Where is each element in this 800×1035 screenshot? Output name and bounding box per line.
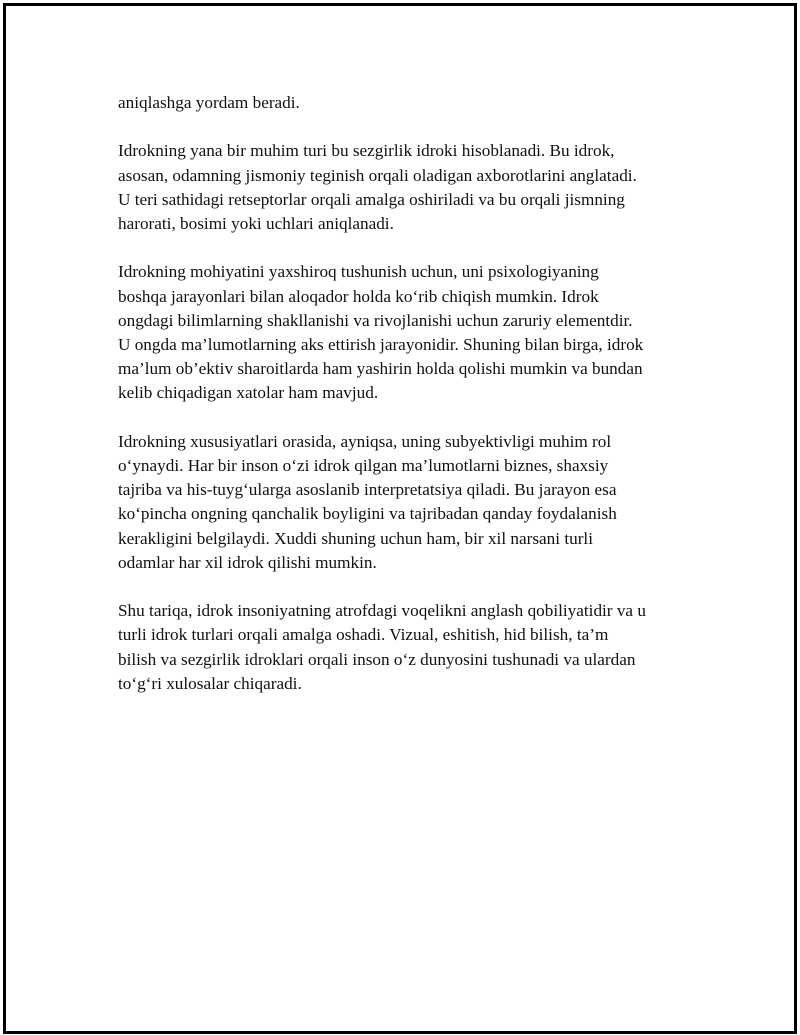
text-line: asosan, odamning jismoniy teginish orqali oladigan axborotlarini anglatadi. bbox=[118, 165, 637, 185]
text-line: Idrokning mohiyatini yaxshiroq tushunish uchun, uni psixologiyaning bbox=[118, 262, 599, 282]
paragraph-3 bbox=[118, 260, 718, 405]
paragraph-4 bbox=[118, 430, 718, 575]
text-line: U ongda ma’lumotlarning aks ettirish jarayonidir. Shuning bilan birga, idrok bbox=[118, 335, 644, 354]
text-line: turli idrok turlari orqali amalga oshadi. Vizual, eshitish, hid bilish, ta’m bbox=[118, 625, 609, 645]
text-line: odamlar har xil idrok qilishi mumkin. bbox=[118, 552, 377, 572]
text-line: ma’lum ob’ektiv sharoitlarda ham yashirin holda qolishi mumkin va bundan bbox=[118, 359, 643, 379]
text-line: ongdagi bilimlarning shakllanishi va rivojlanishi uchun zaruriy elementdir. bbox=[118, 310, 633, 330]
text-line: tajriba va his-tuyg‘ularga asoslanib interpretatsiya qiladi. Bu jarayon esa bbox=[118, 480, 617, 500]
text-line: aniqlashga yordam beradi. bbox=[118, 93, 300, 112]
text-line: U teri sathidagi retseptorlar orqali amalga oshiriladi va bu orqali jismning bbox=[118, 189, 625, 209]
document-body bbox=[118, 91, 718, 720]
text-line: Idrokning xususiyatlari orasida, ayniqsa, uning subyektivligi muhim rol bbox=[118, 431, 612, 451]
text-line: kerakligini belgilaydi. Xuddi shuning uchun ham, bir xil narsani turli bbox=[118, 528, 593, 548]
text-line: o‘ynaydi. Har bir inson o‘zi idrok qilgan ma’lumotlarni biznes, shaxsiy bbox=[118, 456, 609, 475]
text-line: Shu tariqa, idrok insoniyatning atrofdagi voqelikni anglash qobiliyatidir va u bbox=[118, 601, 646, 621]
text-line: kelib chiqadigan xatolar ham mavjud. bbox=[118, 383, 379, 403]
text-line: to‘g‘ri xulosalar chiqaradi. bbox=[118, 673, 302, 693]
text-line: Idrokning yana bir muhim turi bu sezgirlik idroki hisoblanadi. Bu idrok, bbox=[118, 141, 615, 161]
paragraph-2 bbox=[118, 139, 718, 236]
text-line: bilish va sezgirlik idroklari orqali inson o‘z dunyosini tushunadi va ulardan bbox=[118, 649, 636, 669]
paragraph-1 bbox=[118, 91, 718, 115]
paragraph-5 bbox=[118, 599, 718, 696]
text-line: harorati, bosimi yoki uchlari aniqlanadi. bbox=[118, 214, 394, 233]
text-line: ko‘pincha ongning qanchalik boyligini va tajribadan qanday foydalanish bbox=[118, 504, 617, 524]
text-line: boshqa jarayonlari bilan aloqador holda ko‘rib chiqish mumkin. Idrok bbox=[118, 286, 599, 306]
